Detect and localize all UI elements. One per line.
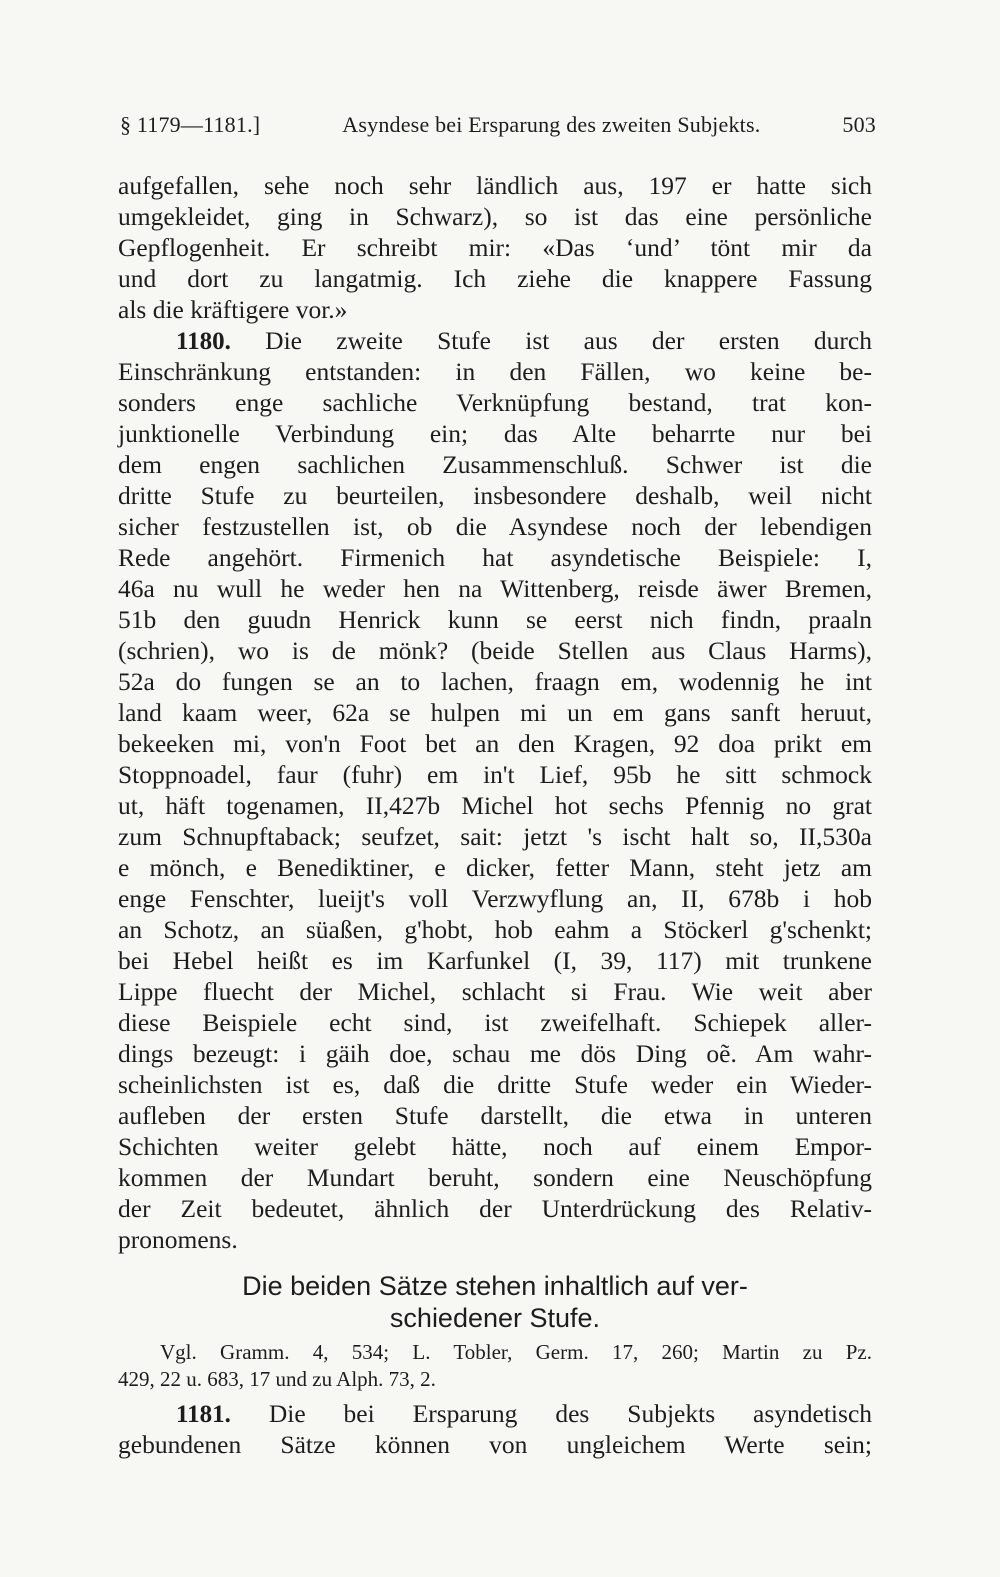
text-line: pronomens. <box>118 1225 238 1254</box>
header-title: Asyndese bei Ersparung des zweiten Subjekts. <box>342 112 761 137</box>
text-line: aufleben der ersten Stufe darstellt, die etwa in unteren <box>118 1101 872 1130</box>
section-number: 1181. <box>176 1401 231 1428</box>
text-line: enge Fenschter, lueijt's voll Verzwyflung an, II, 678b i hob <box>118 884 872 913</box>
text-line: an Schotz, an süaßen, g'hobt, hob eahm a Stöckerl g'schenkt; <box>118 915 872 944</box>
text-line: als die kräftigere vor.» <box>118 295 348 324</box>
text-line: aufgefallen, sehe noch sehr ländlich aus, 197 er hatte sich <box>118 171 872 200</box>
text-line: gebundenen Sätze können von ungleichem Werte sein; <box>118 1430 872 1459</box>
text-line: 51b den guudn Henrick kunn se eerst nich findn, praaln <box>118 605 872 634</box>
text-line: Lippe fluecht der Michel, schlacht si Frau. Wie weit aber <box>118 977 872 1006</box>
text-line: umgekleidet, ging in Schwarz), so ist das eine persönliche <box>118 202 872 231</box>
text-line: diese Beispiele echt sind, ist zweifelhaft. Schiepek aller- <box>118 1008 872 1037</box>
text-line: Gepflogenheit. Er schreibt mir: «Das ‘und’ tönt mir da <box>118 233 872 262</box>
text-line: und dort zu langatmig. Ich ziehe die knappere Fassung <box>118 264 872 293</box>
text-line: junktionelle Verbindung ein; das Alte beharrte nur bei <box>118 419 872 448</box>
text-line: 46a nu wull he weder hen na Wittenberg, reisde äwer Bremen, <box>118 574 872 603</box>
text-line: sicher festzustellen ist, ob die Asyndese noch der lebendigen <box>118 512 872 541</box>
text-line: Stoppnoadel, faur (fuhr) em in't Lief, 95b he sitt schmock <box>118 760 872 789</box>
text-line: scheinlichsten ist es, daß die dritte Stufe weder ein Wieder- <box>118 1070 872 1099</box>
text-line: Schichten weiter gelebt hätte, noch auf einem Empor- <box>118 1132 872 1161</box>
text-line: Einschränkung entstanden: in den Fällen, wo keine be- <box>118 357 872 386</box>
text-line: bekeeken mi, von'n Foot bet an den Kragen, 92 doa prikt em <box>118 729 872 758</box>
text-line: (schrien), wo is de mönk? (beide Stellen aus Claus Harms), <box>118 636 872 665</box>
text-line: dings bezeugt: i gäih doe, schau me dös Ding oẽ. Am wahr- <box>118 1039 872 1068</box>
running-header <box>120 112 876 138</box>
section-heading: schiedener Stufe. <box>389 1303 601 1333</box>
text-line: 52a do fungen se an to lachen, fraagn em, wodennig he int <box>118 667 872 696</box>
reference-note: Vgl. Gramm. 4, 534; L. Tobler, Germ. 17, 260; Martin zu Pz. <box>160 1340 872 1364</box>
header-section-range: § 1179—1181.] <box>120 112 261 137</box>
text-line: bei Hebel heißt es im Karfunkel (I, 39, 117) mit trunkene <box>118 946 872 975</box>
section-number: 1180. <box>176 328 231 355</box>
text-line: land kaam weer, 62a se hulpen mi un em gans sanft heruut, <box>118 698 872 727</box>
section-heading: Die beiden Sätze stehen inhaltlich auf ver- <box>242 1271 748 1301</box>
text-line: dritte Stufe zu beurteilen, insbesondere deshalb, weil nicht <box>118 481 872 510</box>
reference-note: 429, 22 u. 683, 17 und zu Alph. 73, 2. <box>118 1367 436 1391</box>
text-line: Rede angehört. Firmenich hat asyndetische Beispiele: I, <box>118 543 872 572</box>
text-line: sonders enge sachliche Verknüpfung bestand, trat kon- <box>118 388 872 417</box>
page-number: 503 <box>842 112 876 137</box>
text-line: kommen der Mundart beruht, sondern eine Neuschöpfung <box>118 1163 872 1192</box>
section-1181-first-line: 1181. Die bei Ersparung des Subjekts asyndetisch <box>176 1399 873 1428</box>
text-line: zum Schnupftaback; seufzet, sait: jetzt 's ischt halt so, II,530a <box>118 822 872 851</box>
section-1180-first-line: 1180. Die zweite Stufe ist aus der ersten durch <box>176 326 872 355</box>
text-line: ut, häft togenamen, II,427b Michel hot sechs Pfennig no grat <box>118 791 872 820</box>
text-line: dem engen sachlichen Zusammenschluß. Schwer ist die <box>118 450 872 479</box>
text-line: der Zeit bedeutet, ähnlich der Unterdrückung des Relativ- <box>118 1194 872 1223</box>
text-line: e mönch, e Benediktiner, e dicker, fetter Mann, steht jetz am <box>118 853 872 882</box>
